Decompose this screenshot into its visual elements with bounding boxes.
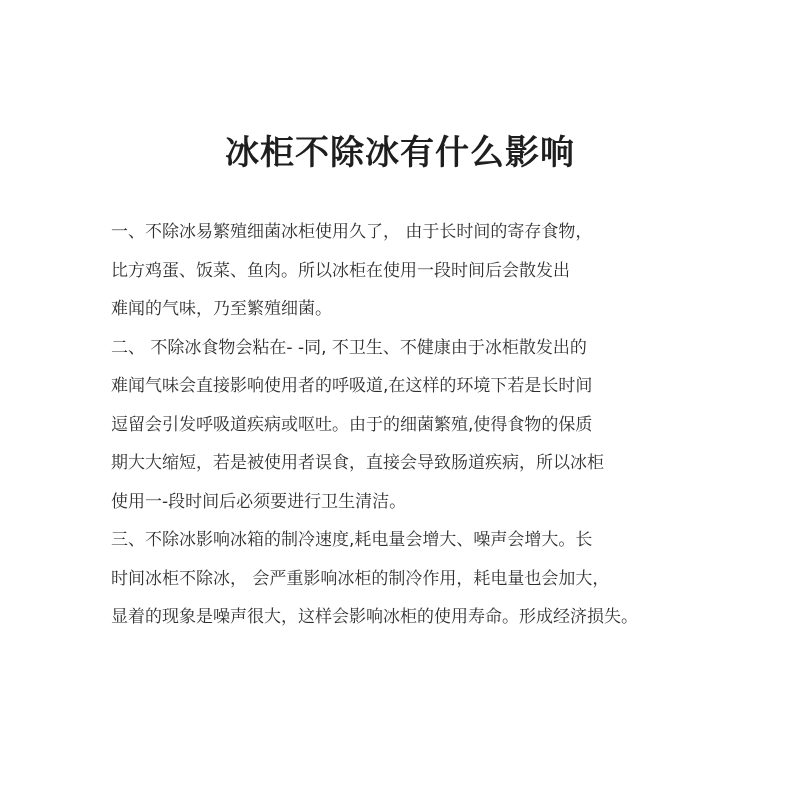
text-line: 使用一-段时间后必须要进行卫生清洁。 xyxy=(111,491,407,512)
text-line: 期大大缩短，若是被使用者误食，直接会导致肠道疾病，所以冰柜 xyxy=(111,453,604,473)
text-line: 时间冰柜不除冰， 会严重影响冰柜的制冷作用，耗电量也会加大， xyxy=(111,568,610,589)
article-body xyxy=(111,213,751,637)
text-line: 逗留会引发呼吸道疾病或呕吐。由于的细菌繁殖,使得食物的保质 xyxy=(111,414,593,435)
text-line: 难闻的气味，乃至繁殖细菌。 xyxy=(111,299,332,319)
text-line: 三、不除冰影响冰箱的制冷速度,耗电量会增大、噪声会增大。长 xyxy=(111,530,593,550)
text-line: 显着的现象是噪声很大，这样会影响冰柜的使用寿命。形成经济损失。 xyxy=(111,607,638,627)
text-line: 二、 不除冰食物会粘在- -同, 不卫生、不健康由于冰柜散发出的 xyxy=(111,337,587,358)
text-line: 一、不除冰易繁殖细菌冰柜使用久了， 由于长时间的寄存食物， xyxy=(111,222,593,242)
text-line: 难闻气味会直接影响使用者的呼吸道,在这样的环境下若是长时间 xyxy=(111,376,593,396)
page-title: 冰柜不除冰有什么影响 xyxy=(225,133,575,173)
text-line: 比方鸡蛋、饭菜、鱼肉。所以冰柜在使用一段时间后会散发出 xyxy=(111,260,570,281)
